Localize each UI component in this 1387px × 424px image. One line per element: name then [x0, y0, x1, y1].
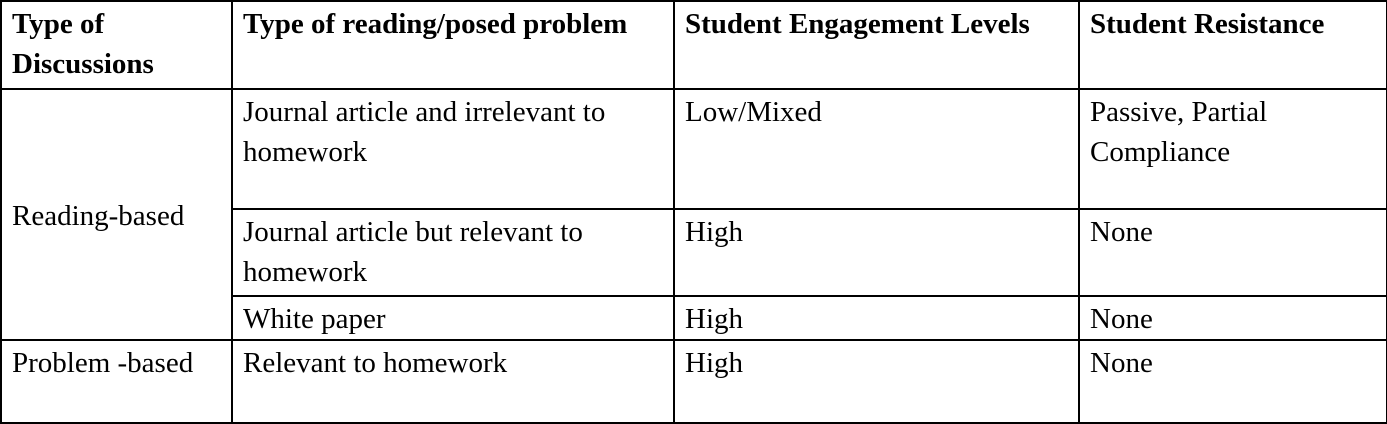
engagement-cell: High — [674, 340, 1079, 423]
reading-type-cell: Journal article but relevant to homework — [232, 209, 674, 296]
table-row — [1, 89, 1387, 209]
header-student-resistance: Student Resistance — [1079, 1, 1387, 89]
discussion-type-cell: Problem -based — [1, 340, 232, 423]
discussion-type-cell: Reading-based — [1, 89, 232, 340]
header-student-engagement: Student Engagement Levels — [674, 1, 1079, 89]
header-type-of-reading: Type of reading/posed problem — [232, 1, 674, 89]
reading-type-cell: Relevant to homework — [232, 340, 674, 423]
table-header-row — [1, 1, 1387, 89]
reading-type-cell: Journal article and irrelevant to homework — [232, 89, 674, 209]
reading-type-cell: White paper — [232, 296, 674, 340]
engagement-cell: Low/Mixed — [674, 89, 1079, 209]
engagement-cell: High — [674, 296, 1079, 340]
resistance-cell: None — [1079, 340, 1387, 423]
resistance-cell: Passive, Partial Compliance — [1079, 89, 1387, 209]
resistance-cell: None — [1079, 209, 1387, 296]
header-type-of-discussions: Type of Discussions — [1, 1, 232, 89]
resistance-cell: None — [1079, 296, 1387, 340]
table-row — [1, 340, 1387, 423]
engagement-cell: High — [674, 209, 1079, 296]
